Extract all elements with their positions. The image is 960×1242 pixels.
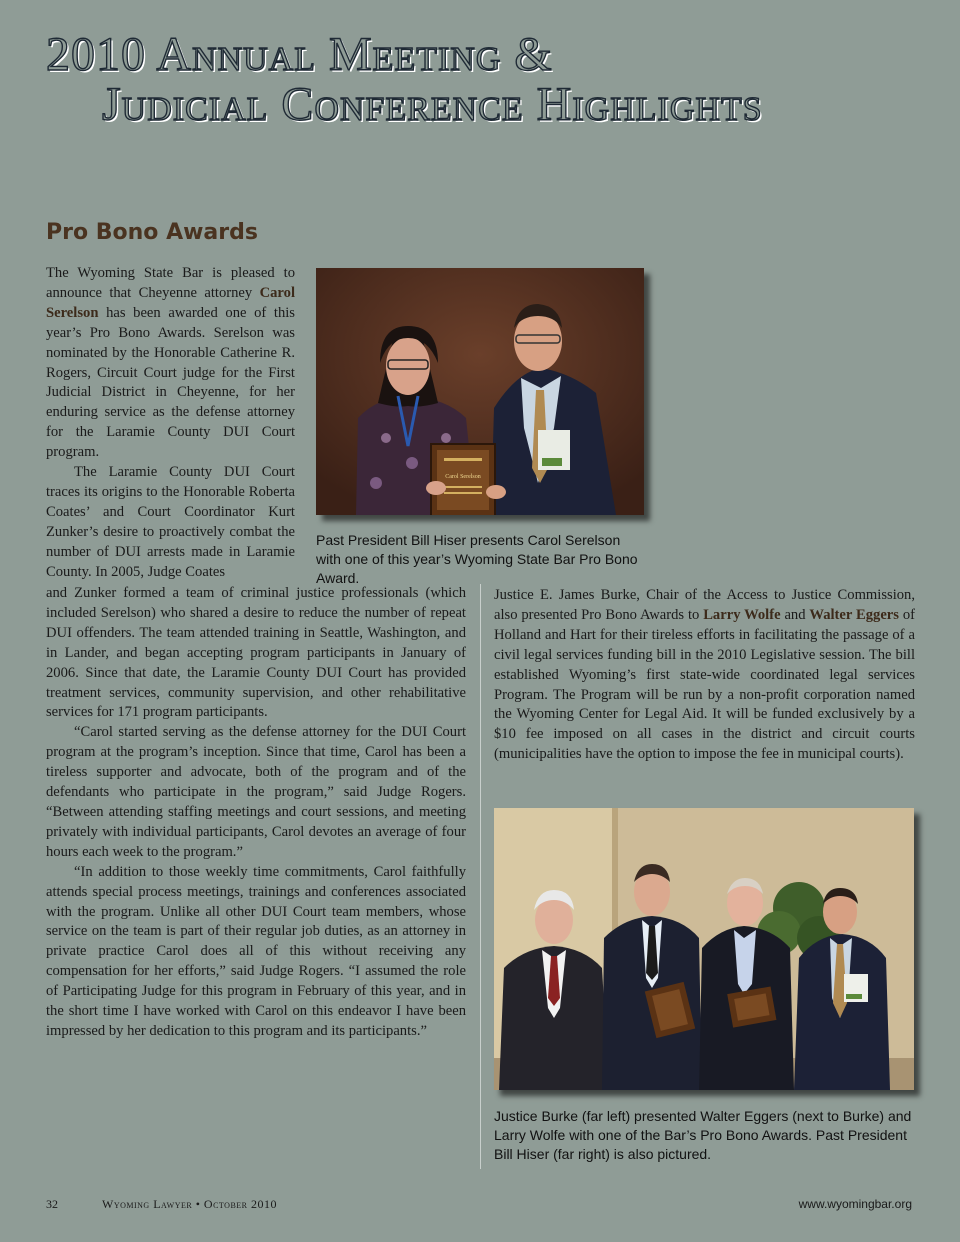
title-line-2: Judicial Conference Highlights	[102, 78, 763, 131]
title-line-1: 2010 Annual Meeting &	[46, 28, 553, 81]
publication-name: Wyoming Lawyer • October 2010	[102, 1197, 278, 1211]
awardee-name-wolfe: Larry Wolfe	[703, 606, 781, 623]
awardee-name-eggers: Walter Eggers	[809, 606, 899, 623]
plaque-text: Carol Serelson	[445, 474, 481, 480]
photo-group-awards	[494, 808, 914, 1090]
section-heading: Pro Bono Awards	[46, 220, 258, 245]
lead-paragraph-1: The Wyoming State Bar is pleased to announce that Cheyenne attorney Carol Serelson has been awarded one of this year’s Pro Bono Awards. Serelson was nominated by the Honorable Catherine R. Rogers, Circuit Court judge for the First Judicial District in Cheyenne, for her enduring service as the defense attorney for the Laramie County DUI Court program.	[46, 265, 295, 461]
column-divider	[480, 584, 481, 1169]
awardee-name: Carol Serelson	[46, 284, 295, 321]
photo-2-illustration	[494, 808, 914, 1090]
lead-paragraph-2: The Laramie County DUI Court traces its origins to the Honorable Roberta Coates’ and Court Coordinator Kurt Zunker’s desire to proactively combat the number of DUI arrests made in Laramie County. In 2005, Judge Coates	[46, 464, 295, 580]
website-url[interactable]: www.wyomingbar.org	[798, 1197, 912, 1211]
column-2-text	[494, 586, 915, 765]
photo-2-caption: Justice Burke (far left) presented Walter Eggers (next to Burke) and Larry Wolfe with one of the Bar’s Pro Bono Awards. Past President Bill Hiser (far right) is also pictured.	[494, 1108, 912, 1162]
lead-text	[46, 264, 295, 583]
photo-1-illustration	[316, 268, 644, 515]
photo-serelson-hiser	[316, 268, 644, 515]
col1-paragraph-2: “Carol started serving as the defense attorney for the DUI Court program at the program’s inception. Since that time, Carol has been a tireless supporter and advocate, both of the program and of the defendants who participate in the program,” said Judge Rogers. “Between attending staffing meetings and court sessions, and meeting privately with individual participants, Carol devotes an average of four hours each week to the program.”	[46, 724, 466, 860]
column-1-text	[46, 584, 466, 1042]
col1-paragraph-3: “In addition to those weekly time commitments, Carol faithfully attends special process meetings, trainings and conferences associated with the program. Unlike all other DUI Court team members, whose service on the team is part of their regular job duties, as an attorney in private practice Carol does all of this without receiving any compensation for her efforts,” said Judge Rogers. “I assumed the role of Participating Judge for this program in February of this year, and in the short time I have worked with Carol on this endeavor I have been impressed by her dedication to this program and its participants.”	[46, 863, 466, 1039]
page-title	[46, 30, 763, 130]
page-number: 32	[46, 1197, 58, 1211]
photo-1-caption: Past President Bill Hiser presents Carol Serelson with one of this year’s Wyoming State Bar Pro Bono Award.	[316, 532, 638, 586]
col2-paragraph-1: Justice E. James Burke, Chair of the Access to Justice Commission, also presented Pro Bono Awards to Larry Wolfe and Walter Eggers of Holland and Hart for their tireless efforts in facilitating the passage of a civil legal services funding bill in the 2010 Legislative session. The bill established Wyoming’s first state-wide coordinated legal services Program. The Program will be run by a non-profit corporation named the Wyoming Center for Legal Aid. It will be funded exclusively by a $10 fee imposed on all cases in the district and circuit courts (municipalities have the option to impose the fee in municipal courts).	[494, 587, 915, 763]
col1-paragraph-1: and Zunker formed a team of criminal justice professionals (which included Serelson) who shared a desire to reduce the number of repeat DUI offenders. The team attended training in Seattle, Washington, and in Lander, and began accepting program participants in January of 2006. Since that date, the Laramie County DUI Court has provided treatment services, community supervision, and other rehabilitative services for 171 program participants.	[46, 585, 466, 721]
